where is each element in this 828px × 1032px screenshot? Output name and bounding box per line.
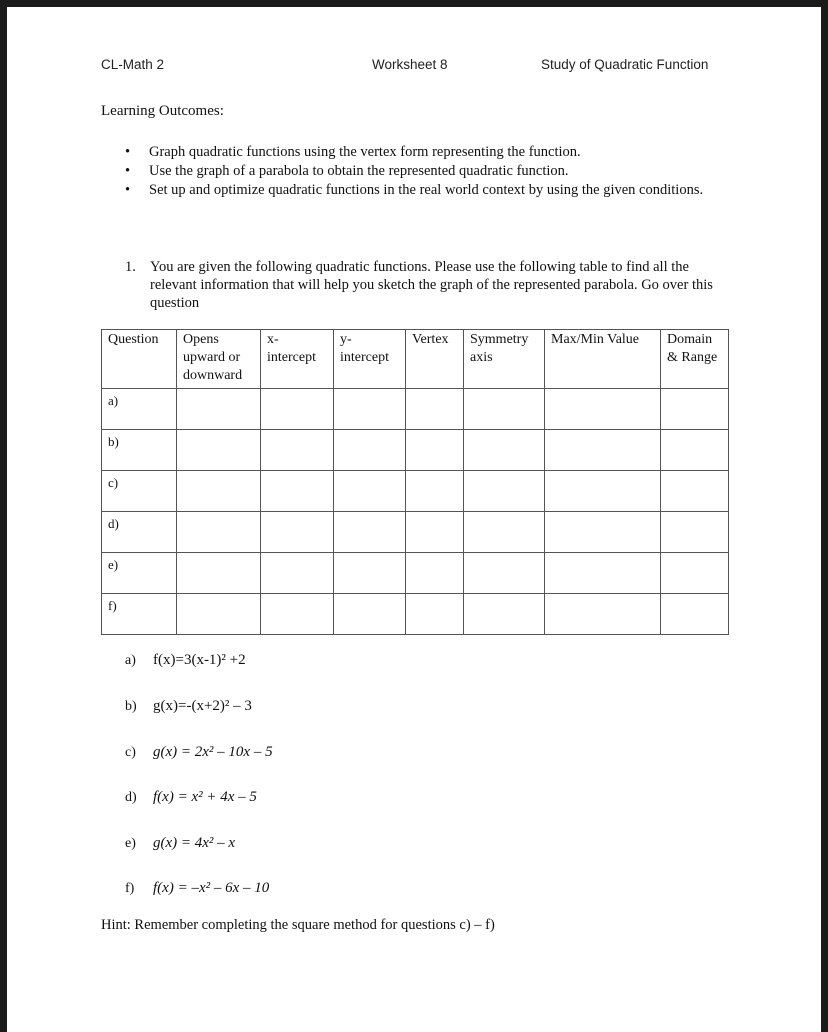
- function-label: d): [125, 790, 137, 805]
- worksheet-title: Worksheet 8: [372, 57, 448, 72]
- table-cell: [406, 471, 464, 512]
- table-cell: [545, 512, 661, 553]
- table-cell: [334, 471, 406, 512]
- worksheet-topic: Study of Quadratic Function: [541, 57, 709, 72]
- table-cell: [545, 430, 661, 471]
- table-cell: [177, 512, 261, 553]
- learning-outcomes-list: [101, 143, 721, 200]
- table-cell: [661, 594, 729, 635]
- table-cell: [545, 389, 661, 430]
- row-label: a): [102, 389, 177, 430]
- column-header: x-intercept: [261, 330, 334, 389]
- table-row: [102, 471, 729, 512]
- page-header: [7, 57, 821, 77]
- table-cell: [177, 594, 261, 635]
- table-cell: [261, 430, 334, 471]
- table-cell: [406, 430, 464, 471]
- table-cell: [545, 471, 661, 512]
- course-name: CL-Math 2: [101, 57, 165, 72]
- table-cell: [334, 430, 406, 471]
- table-cell: [261, 553, 334, 594]
- question-1: [125, 258, 725, 312]
- table-cell: [464, 389, 545, 430]
- table-cell: [177, 553, 261, 594]
- table-cell: [661, 389, 729, 430]
- column-header: y-intercept: [334, 330, 406, 389]
- table-cell: [261, 512, 334, 553]
- table-cell: [177, 389, 261, 430]
- table-cell: [177, 471, 261, 512]
- table-cell: [406, 389, 464, 430]
- table-cell: [661, 553, 729, 594]
- row-label: d): [102, 512, 177, 553]
- function-item: [125, 835, 235, 852]
- function-expression: g(x)=-(x+2)² – 3: [153, 698, 252, 714]
- bullet-icon: •: [125, 144, 131, 160]
- table-cell: [545, 594, 661, 635]
- table-cell: [661, 430, 729, 471]
- learning-outcomes-title: Learning Outcomes:: [101, 103, 224, 119]
- table-cell: [334, 512, 406, 553]
- function-expression: f(x)=3(x-1)² +2: [153, 652, 246, 668]
- function-label: a): [125, 653, 136, 668]
- question-number: 1.: [125, 259, 136, 275]
- function-item: [125, 880, 269, 897]
- table-cell: [406, 594, 464, 635]
- table-cell: [177, 430, 261, 471]
- function-item: [125, 789, 257, 806]
- function-expression: g(x) = 2x² – 10x – 5: [153, 744, 273, 760]
- table-cell: [464, 553, 545, 594]
- row-label: c): [102, 471, 177, 512]
- table-cell: [334, 389, 406, 430]
- table-cell: [464, 594, 545, 635]
- table-row: [102, 553, 729, 594]
- table-row: [102, 430, 729, 471]
- table-cell: [406, 512, 464, 553]
- column-header: Max/Min Value: [545, 330, 661, 389]
- table-row: [102, 389, 729, 430]
- question-text: You are given the following quadratic functions. Please use the following table to find all the relevant information that will help you sketch the graph of the represented parabola. Go over this question: [150, 259, 713, 311]
- table-header-row: [102, 330, 729, 389]
- function-label: c): [125, 745, 136, 760]
- list-item: • Set up and optimize quadratic functions in the real world context by using the given conditions.: [125, 182, 704, 198]
- row-label: e): [102, 553, 177, 594]
- function-expression: f(x) = –x² – 6x – 10: [153, 880, 270, 896]
- worksheet-page: [7, 7, 821, 1032]
- table-cell: [406, 553, 464, 594]
- row-label: b): [102, 430, 177, 471]
- bullet-icon: •: [125, 182, 131, 198]
- table-cell: [464, 512, 545, 553]
- table-cell: [661, 512, 729, 553]
- list-item: • Graph quadratic functions using the vertex form representing the function.: [125, 144, 581, 160]
- table-cell: [464, 430, 545, 471]
- hint-text: Hint: Remember completing the square method for questions c) – f): [101, 917, 495, 933]
- function-label: f): [125, 881, 135, 896]
- column-header: Question: [102, 330, 177, 389]
- function-label: b): [125, 699, 137, 714]
- table-row: [102, 594, 729, 635]
- table-cell: [545, 553, 661, 594]
- function-expression: f(x) = x² + 4x – 5: [153, 789, 257, 805]
- table-cell: [261, 594, 334, 635]
- function-item: [125, 652, 246, 669]
- column-header: Opens upward or downward: [177, 330, 261, 389]
- table-cell: [334, 594, 406, 635]
- function-item: [125, 698, 252, 715]
- row-label: f): [102, 594, 177, 635]
- function-item: [125, 744, 273, 761]
- function-label: e): [125, 836, 136, 851]
- table-row: [102, 512, 729, 553]
- table-cell: [334, 553, 406, 594]
- column-header: Domain & Range: [661, 330, 729, 389]
- column-header: Vertex: [406, 330, 464, 389]
- table-cell: [261, 471, 334, 512]
- table-cell: [261, 389, 334, 430]
- bullet-icon: •: [125, 163, 131, 179]
- list-item: • Use the graph of a parabola to obtain the represented quadratic function.: [125, 163, 569, 179]
- column-header: Symmetry axis: [464, 330, 545, 389]
- answer-table: [101, 329, 729, 635]
- table-cell: [464, 471, 545, 512]
- table-cell: [661, 471, 729, 512]
- function-expression: g(x) = 4x² – x: [153, 835, 236, 851]
